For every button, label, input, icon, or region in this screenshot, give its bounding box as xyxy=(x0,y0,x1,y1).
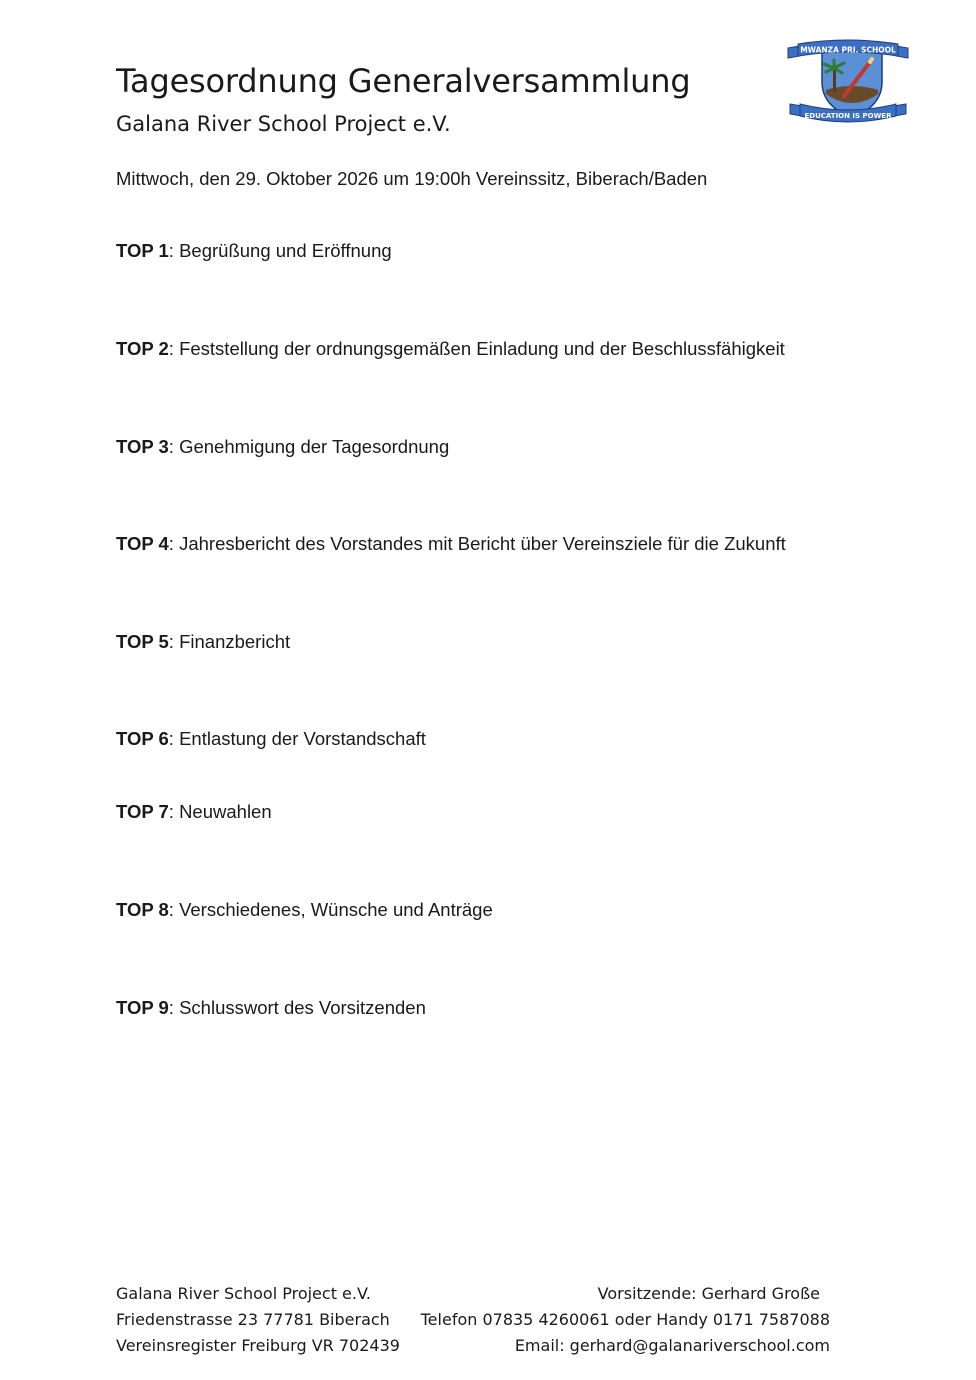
agenda-item-5 xyxy=(116,631,290,653)
agenda-item-label: TOP 8 xyxy=(116,899,169,920)
footer-chair: Vorsitzende: Gerhard Große xyxy=(597,1284,820,1303)
footer-address: Friedenstrasse 23 77781 Biberach xyxy=(116,1310,390,1329)
agenda-item-text: : Finanzbericht xyxy=(168,631,291,652)
agenda-item-1 xyxy=(116,240,392,262)
agenda-item-label: TOP 6 xyxy=(116,728,169,749)
school-logo xyxy=(786,38,910,124)
agenda-item-4 xyxy=(116,533,786,555)
agenda-item-label: TOP 2 xyxy=(116,338,169,359)
agenda-item-text: : Feststellung der ordnungsgemäßen Einladung und der Beschlussfähigkeit xyxy=(168,338,785,359)
footer-register: Vereinsregister Freiburg VR 702439 xyxy=(116,1336,400,1355)
agenda-item-3 xyxy=(116,436,449,458)
agenda-item-label: TOP 3 xyxy=(116,436,169,457)
agenda-item-text: : Genehmigung der Tagesordnung xyxy=(168,436,450,457)
agenda-item-label: TOP 5 xyxy=(116,631,169,652)
agenda-item-text: : Jahresbericht des Vorstandes mit Bericht über Vereinsziele für die Zukunft xyxy=(168,533,786,554)
agenda-item-label: TOP 9 xyxy=(116,997,169,1018)
agenda-item-label: TOP 4 xyxy=(116,533,169,554)
footer-phone: Telefon 07835 4260061 oder Handy 0171 7587088 xyxy=(420,1310,830,1329)
agenda-item-text: : Verschiedenes, Wünsche und Anträge xyxy=(168,899,493,920)
logo-banner-top-text: MWANZA PRI. SCHOOL xyxy=(800,45,896,55)
agenda-item-7 xyxy=(116,801,272,823)
meeting-date-line: Mittwoch, den 29. Oktober 2026 um 19:00h Vereinssitz, Biberach/Baden xyxy=(116,168,708,189)
agenda-item-label: TOP 1 xyxy=(116,240,169,261)
logo-banner-bottom-text: EDUCATION IS POWER xyxy=(804,112,892,120)
agenda-item-label: TOP 7 xyxy=(116,801,169,822)
footer-email: Email: gerhard@galanariverschool.com xyxy=(514,1336,830,1355)
agenda-item-2 xyxy=(116,338,785,360)
agenda-item-text: : Begrüßung und Eröffnung xyxy=(168,240,392,261)
agenda-item-8 xyxy=(116,899,493,921)
agenda-item-text: : Entlastung der Vorstandschaft xyxy=(168,728,426,749)
footer-org-name: Galana River School Project e.V. xyxy=(116,1284,371,1303)
organization-subtitle: Galana River School Project e.V. xyxy=(116,112,451,136)
logo-palm-trunk xyxy=(833,68,836,92)
agenda-item-text: : Neuwahlen xyxy=(168,801,272,822)
agenda-item-9 xyxy=(116,997,426,1019)
agenda-item-text: : Schlusswort des Vorsitzenden xyxy=(168,997,426,1018)
page-title: Tagesordnung Generalversammlung xyxy=(116,62,691,100)
agenda-item-6 xyxy=(116,728,426,750)
